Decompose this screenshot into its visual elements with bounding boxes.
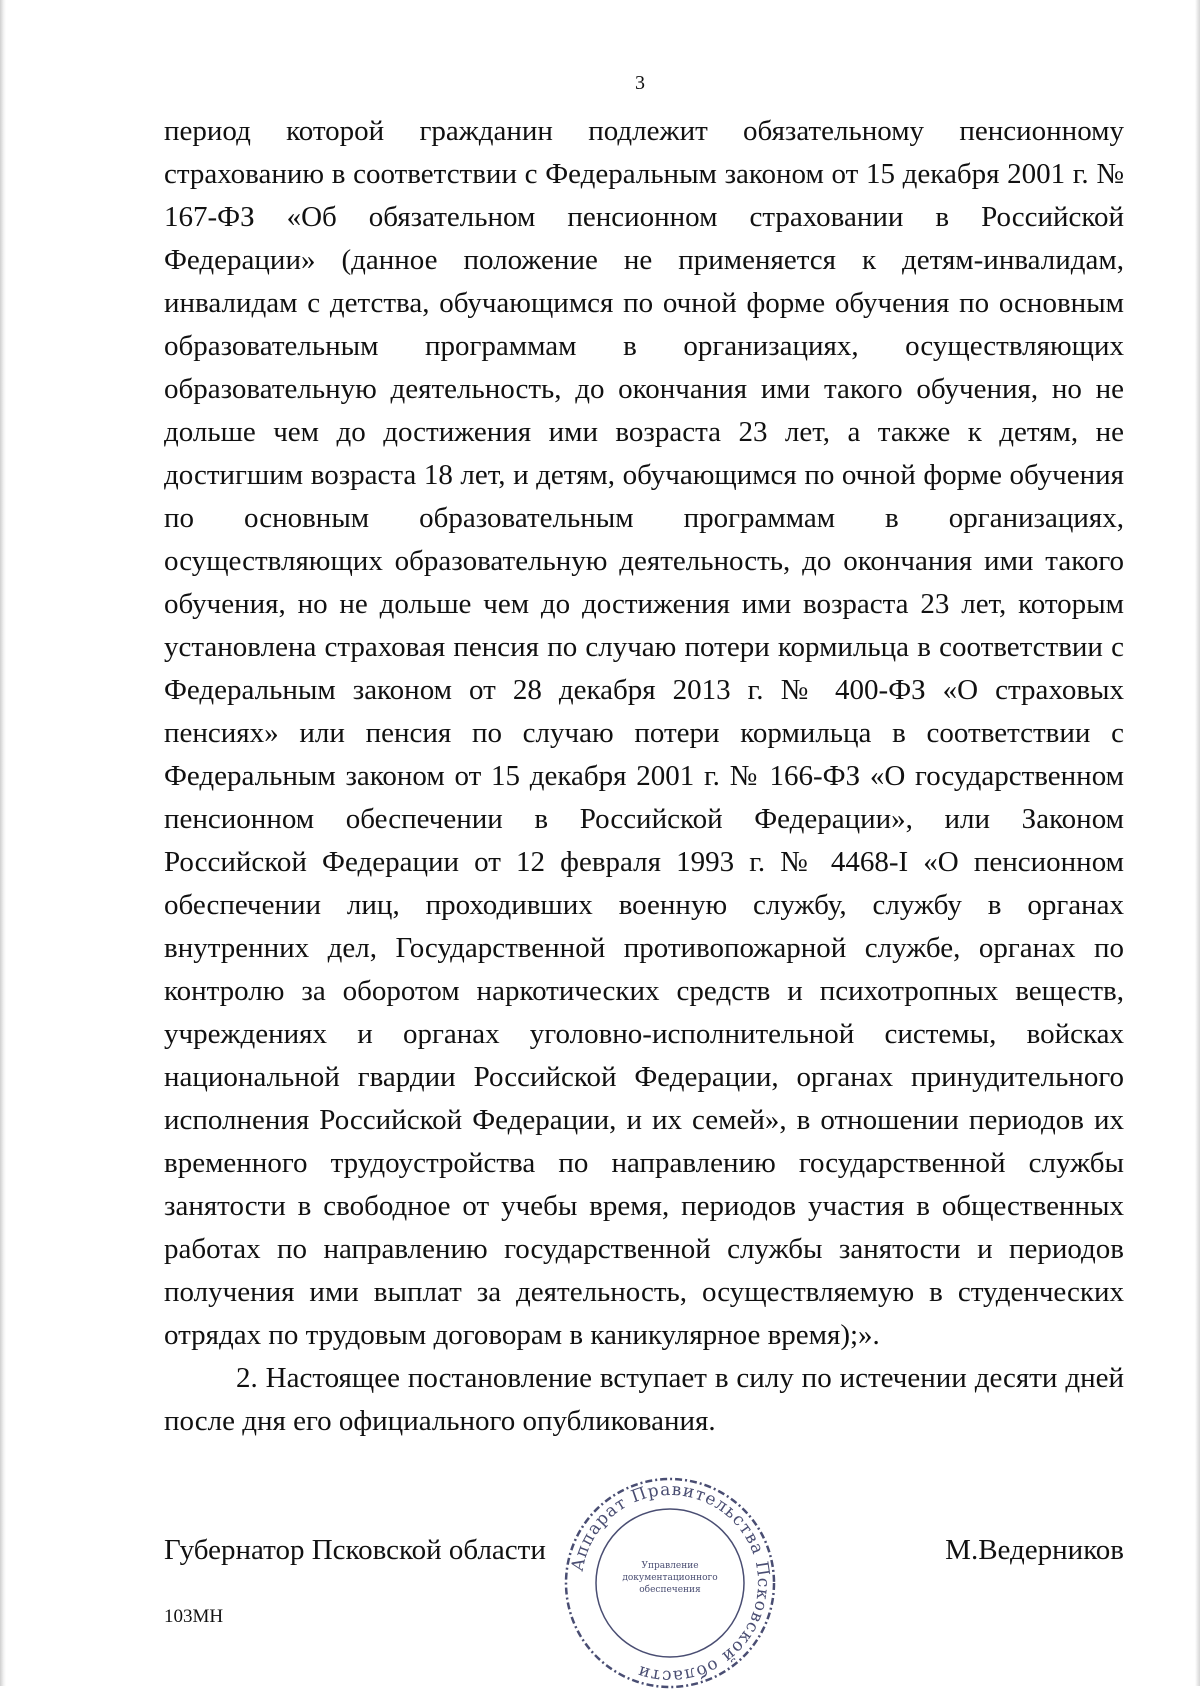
scan-edge-left	[0, 0, 6, 1686]
paragraph-continued: период которой гражданин подлежит обязательному пенсионному страхованию в соответствии с Федеральным законом от 15 декабря 2001 г. № 167-ФЗ «Об обязательном пенсионном страховании в Российской Федерации» (данное положение не применяется к детям-инвалидам, инвалидам с детства, обучающимся по очной форме обучения по основным образовательным программам в организациях, осуществляющих образовательную деятельность, до окончания ими такого обучения, но не дольше чем до достижения ими возраста 23 лет, а также к детям, не достигшим возраста 18 лет, и детям, обучающимся по очной форме обучения по основным образовательным программам в организациях, осуществляющих образовательную деятельность, до окончания ими такого обучения, но не дольше чем до достижения ими возраста 23 лет, которым установлена страховая пенсия по случаю потери кормильца в соответствии с Федеральным законом от 28 декабря 2013 г. № 400-ФЗ «О страховых пенсиях» или пенсия по случаю потери кормильца в соответствии с Федеральным законом от 15 декабря 2001 г. № 166-ФЗ «О государственном пенсионном обеспечении в Российской Федерации», или Законом Российской Федерации от 12 февраля 1993 г. № 4468-I «О пенсионном обеспечении лиц, проходивших военную службу, службу в органах внутренних дел, Государственной противопожарной службе, органах по контролю за оборотом наркотических средств и психотропных веществ, учреждениях и органах уголовно-исполнительной системы, войсках национальной гвардии Российской Федерации, органах принудительного исполнения Российской Федерации, и их семей», в отношении периодов их временного трудоустройства по направлению государственной службы занятости в свободное от учебы время, периодов участия в общественных работах по направлению государственной службы занятости и периодов получения ими выплат за деятельность, осуществляемую в студенческих отрядах по трудовым договорам в каникулярное время);».	[164, 115, 1124, 1351]
seal-outer-text: Аппарат Правительства Псковской области	[567, 1479, 774, 1687]
official-seal-stamp	[555, 1468, 785, 1698]
document-body	[164, 110, 1124, 1443]
signer-name: М.Ведерников	[945, 1534, 1124, 1566]
paragraph-entry-into-force: 2. Настоящее постановление вступает в силу по истечении десяти дней после дня его официального опубликования.	[164, 1362, 1124, 1437]
signer-title: Губернатор Псковской области	[164, 1534, 546, 1566]
seal-inner-text: Управление документационного обеспечения	[622, 1561, 718, 1595]
page-number: 3	[635, 72, 645, 94]
document-code: 103МН	[164, 1606, 224, 1627]
scan-edge-right	[1195, 0, 1200, 1686]
